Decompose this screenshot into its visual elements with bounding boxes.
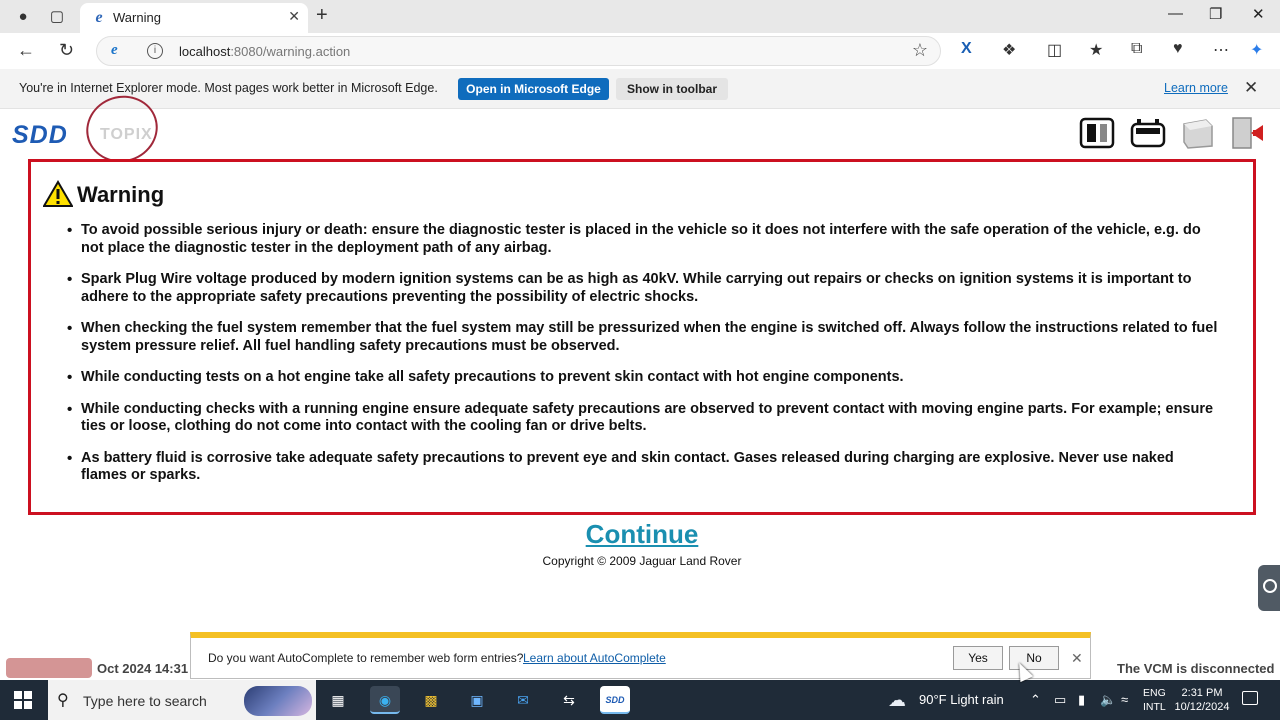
site-info-icon[interactable]: i: [147, 43, 163, 59]
browser-tab-strip: [0, 0, 1280, 33]
warning-item: • When checking the fuel system remember that the fuel system may still be pressurized when the engine is switched off. Always follow the instructions related to fuel system pressure relief. All fuel handling safety precautions must be observed.: [81, 320, 1221, 355]
file-explorer-icon[interactable]: ▩: [424, 692, 438, 708]
tab-warning[interactable]: [80, 3, 308, 33]
vci-device-icon[interactable]: [1079, 116, 1115, 150]
side-panel-icon: [1263, 579, 1277, 593]
clock-date: 10/12/2024: [1174, 701, 1230, 713]
windows-start-icon[interactable]: [14, 691, 32, 709]
url-text[interactable]: localhost:8080/warning.action: [179, 44, 351, 59]
favorite-star-icon[interactable]: ☆: [911, 40, 928, 60]
exit-icon[interactable]: [1229, 116, 1265, 150]
new-tab-icon[interactable]: +: [316, 4, 328, 26]
ie-favicon-icon: e: [95, 9, 103, 26]
teamviewer-icon[interactable]: ⇆: [563, 692, 575, 708]
weather-text: 90°F Light rain: [919, 692, 1004, 707]
weather-widget[interactable]: [888, 690, 1038, 710]
tab-actions-icon[interactable]: ▢: [49, 8, 65, 25]
search-placeholder: Type here to search: [83, 693, 207, 709]
refresh-icon[interactable]: ↻: [59, 40, 75, 60]
windows-taskbar: [0, 680, 1280, 720]
warning-title: Warning: [77, 182, 165, 207]
autocomplete-bar: [190, 632, 1091, 679]
topix-logo: TOPIX: [100, 126, 153, 143]
profile-icon[interactable]: ●: [18, 8, 28, 25]
restore-icon[interactable]: ❐: [1209, 6, 1223, 23]
storage-icon[interactable]: [1180, 116, 1216, 150]
clock-time: 2:31 PM: [1181, 687, 1223, 699]
vcm-status: The VCM is disconnected: [1117, 661, 1275, 676]
store-icon[interactable]: ▣: [470, 692, 484, 708]
network-tray-icon[interactable]: ▭: [1054, 692, 1067, 707]
sdd-taskbar-icon[interactable]: SDD: [600, 686, 630, 714]
favorites-icon[interactable]: ★: [1089, 42, 1104, 59]
volume-icon[interactable]: 🔈: [1100, 692, 1117, 707]
learn-more-link[interactable]: Learn more: [1164, 81, 1228, 95]
warning-list: [81, 222, 1221, 499]
search-highlight-image: [244, 686, 312, 716]
mail-icon[interactable]: ✉: [517, 692, 529, 708]
window-close-icon[interactable]: ✕: [1252, 6, 1265, 23]
open-in-edge-button[interactable]: Open in Microsoft Edge: [458, 78, 609, 100]
taskbar-search-box[interactable]: [48, 680, 316, 720]
warning-panel: [28, 159, 1256, 515]
warning-item: • To avoid possible serious injury or death: ensure the diagnostic tester is placed in the vehicle so it does not interfere with the safe operation of the vehicle, e.g. do not place the diagnostic tester in the deployment path of any airbag.: [81, 222, 1221, 257]
minimize-icon[interactable]: —: [1168, 5, 1183, 22]
sdd-logo: SDD: [12, 121, 68, 149]
autocomplete-close-icon[interactable]: ✕: [1071, 650, 1083, 666]
tab-title: Warning: [113, 10, 161, 25]
back-icon[interactable]: ←: [17, 40, 35, 60]
address-bar[interactable]: [96, 36, 941, 66]
address-toolbar: [0, 33, 1280, 69]
autocomplete-no-button[interactable]: No: [1009, 646, 1059, 670]
warning-triangle-icon: [43, 180, 73, 208]
collections-icon[interactable]: ⧉: [1131, 40, 1143, 57]
side-panel-toggle[interactable]: [1258, 565, 1280, 611]
redacted-region: [6, 658, 92, 678]
rain-cloud-icon: ☁: [888, 690, 906, 710]
browser-essentials-icon[interactable]: ♥: [1173, 40, 1183, 57]
language-indicator[interactable]: [1143, 686, 1166, 714]
copilot-icon[interactable]: ✦: [1250, 42, 1264, 59]
extensions-puzzle-icon[interactable]: ❖: [1002, 42, 1017, 59]
infobar-close-icon[interactable]: ✕: [1244, 78, 1259, 97]
autocomplete-yes-button[interactable]: Yes: [953, 646, 1003, 670]
warning-item: • While conducting tests on a hot engine take all safety precautions to prevent skin contact with hot engine components.: [81, 369, 1221, 387]
continue-label[interactable]: Continue: [585, 519, 699, 549]
language-code: ENG: [1143, 687, 1166, 699]
battery-icon[interactable]: [1130, 116, 1166, 150]
more-menu-icon[interactable]: ⋯: [1213, 42, 1229, 59]
warning-item: • While conducting checks with a running engine ensure adequate safety precautions are observed to prevent contact with moving engine parts. For example; ensure ties or loose, clothing do not come into contact with the cooling fan or drive belts.: [81, 401, 1221, 436]
autocomplete-question: Do you want AutoComplete to remember web form entries?: [208, 651, 524, 665]
battery-tray-icon[interactable]: ▮: [1078, 692, 1086, 707]
notification-icon[interactable]: [1242, 691, 1258, 705]
warning-item: • As battery fluid is corrosive take adequate safety precautions to prevent eye and skin contact. Gases released during charging are explosive. Never use naked flames or sparks.: [81, 450, 1221, 485]
task-view-icon[interactable]: ▦: [331, 692, 345, 708]
copyright-text: Copyright © 2009 Jaguar Land Rover: [542, 554, 742, 568]
ie-mode-infobar: [0, 69, 1280, 109]
taskbar-clock[interactable]: [1172, 686, 1232, 714]
tray-expand-icon[interactable]: ⌃: [1030, 692, 1041, 707]
ie-mode-icon[interactable]: e: [111, 42, 118, 58]
warning-item: • Spark Plug Wire voltage produced by modern ignition systems can be as high as 40kV. While carrying out repairs or checks on ignition systems it is important to adhere to the appropriate safety precautions preventing the possibility of electric shocks.: [81, 271, 1221, 306]
show-in-toolbar-button[interactable]: Show in toolbar: [616, 78, 728, 100]
split-screen-icon[interactable]: ◫: [1047, 42, 1063, 59]
status-date: Oct 2024 14:31: [97, 661, 189, 676]
wifi-icon[interactable]: ≈: [1121, 692, 1129, 707]
extension-x-icon[interactable]: X: [961, 40, 972, 57]
learn-about-autocomplete-link[interactable]: Learn about AutoComplete: [523, 651, 666, 665]
search-icon: ⚲: [57, 692, 69, 709]
keyboard-layout: INTL: [1143, 701, 1166, 713]
tab-close-icon[interactable]: ✕: [288, 8, 300, 24]
continue-link[interactable]: [0, 519, 1280, 550]
ie-mode-message: You're in Internet Explorer mode. Most pages work better in Microsoft Edge.: [19, 81, 438, 95]
edge-taskbar-icon[interactable]: ◉: [370, 686, 400, 714]
